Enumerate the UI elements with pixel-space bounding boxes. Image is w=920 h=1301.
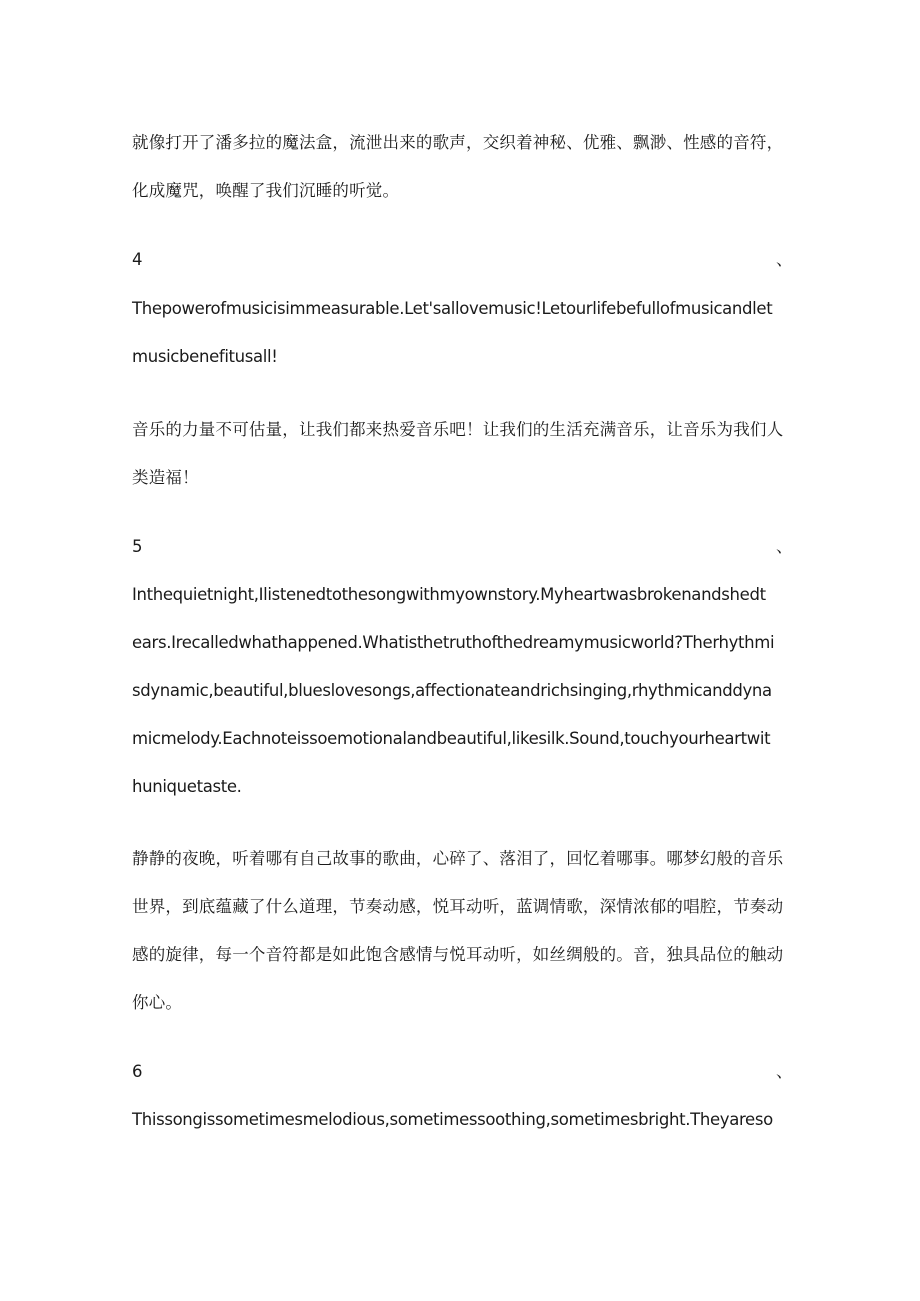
text-line: 世界，到底蕴藏了什么道理，节奏动感，悦耳动听，蓝调情歌，深情浓郁的唱腔，节奏动 bbox=[132, 897, 784, 916]
item-number: 4 bbox=[132, 250, 143, 269]
item-separator: 、 bbox=[776, 537, 793, 556]
text-line: musicbenefitusall! bbox=[132, 347, 278, 366]
text-line: 类造福！ bbox=[132, 468, 199, 487]
text-line: 你心。 bbox=[132, 993, 183, 1012]
text-line: Inthequietnight,Ilistenedtothesongwithmyownstory.Myheartwasbrokenandshedt bbox=[132, 585, 766, 604]
text-line: 化成魔咒，唤醒了我们沉睡的听觉。 bbox=[132, 181, 400, 200]
text-line: 感的旋律，每一个音符都是如此饱含感情与悦耳动听，如丝绸般的。音，独具品位的触动 bbox=[132, 945, 784, 964]
text-line: Thissongissometimesmelodious,sometimessoothing,sometimesbright.Theyareso bbox=[132, 1110, 773, 1129]
text-line: Thepowerofmusicisimmeasurable.Let'sallovemusic!Letourlifebefullofmusicandlet bbox=[132, 299, 773, 318]
text-line: 静静的夜晚，听着哪有自己故事的歌曲，心碎了、落泪了，回忆着哪事。哪梦幻般的音乐 bbox=[132, 849, 784, 868]
text-line: 音乐的力量不可估量，让我们都来热爱音乐吧！让我们的生活充满音乐，让音乐为我们人 bbox=[132, 420, 784, 439]
text-line: micmelody.Eachnoteissoemotionalandbeautiful,likesilk.Sound,touchyourheartwit bbox=[132, 729, 771, 748]
text-line: huniquetaste. bbox=[132, 777, 242, 796]
item-separator: 、 bbox=[776, 250, 793, 269]
item-separator: 、 bbox=[776, 1062, 793, 1081]
item-number: 6 bbox=[132, 1062, 143, 1081]
item-number: 5 bbox=[132, 537, 143, 556]
text-line: ears.Irecalledwhathappened.Whatisthetruthofthedreamymusicworld?Therhythmi bbox=[132, 633, 775, 652]
text-line: sdynamic,beautiful,blueslovesongs,affectionateandrichsinging,rhythmicanddyna bbox=[132, 681, 772, 700]
text-line: 就像打开了潘多拉的魔法盒，流泄出来的歌声，交织着神秘、优雅、飘渺、性感的音符， bbox=[132, 133, 784, 152]
